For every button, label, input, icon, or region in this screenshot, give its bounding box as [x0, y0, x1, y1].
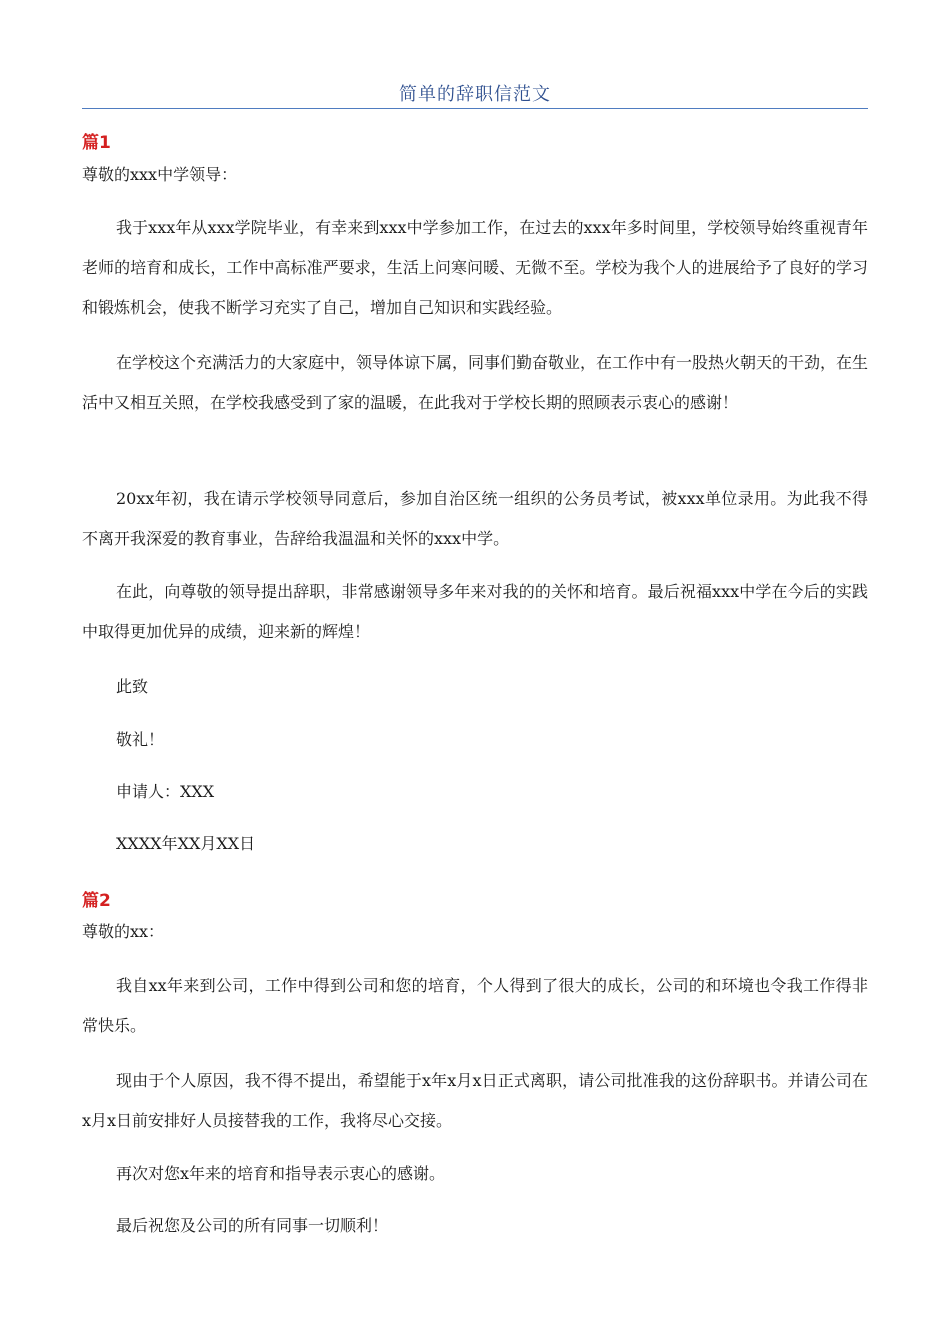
paragraph-2-2: 现由于个人原因，我不得不提出，希望能于x年x月x日正式离职，请公司批准我的这份辞职书。并请公司在x月x日前安排好人员接替我的工作，我将尽心交接。	[82, 1071, 868, 1130]
paragraph-1-1: 我于xxx年从xxx学院毕业，有幸来到xxx中学参加工作，在过去的xxx年多时间里，学校领导始终重视青年老师的培育和成长，工作中高标准严要求，生活上问寒问暖、无微不至。学校为我个人的进展给予了良好的学习和锻炼机会，使我不断学习充实了自己，增加自己知识和实践经验。	[82, 218, 868, 317]
document-title: 简单的辞职信范文	[399, 84, 551, 105]
salutation-2: 尊敬的xx：	[82, 922, 165, 941]
section-heading-2: 篇2	[82, 891, 111, 911]
section-heading-1: 篇1	[82, 133, 111, 153]
paragraph-1-4: 在此，向尊敬的领导提出辞职，非常感谢领导多年来对我的的关怀和培育。最后祝福xxx中学在今后的实践中取得更加优异的成绩，迎来新的辉煌！	[82, 582, 868, 641]
title-divider	[82, 108, 868, 109]
paragraph-1-3: 20xx年初，我在请示学校领导同意后，参加自治区统一组织的公务员考试，被xxx单位录用。为此我不得不离开我深爱的教育事业，告辞给我温温和关怀的xxx中学。	[82, 489, 868, 548]
paragraph-2-1: 我自xx年来到公司，工作中得到公司和您的培育，个人得到了很大的成长，公司的和环境也令我工作得非常快乐。	[82, 976, 868, 1035]
date-line: XXXX年XX月XX日	[116, 834, 256, 853]
closing-line-1: 此致	[116, 677, 149, 696]
paragraph-1-2: 在学校这个充满活力的大家庭中，领导体谅下属，同事们勤奋敬业，在工作中有一股热火朝天的干劲，在生活中又相互关照，在学校我感受到了家的温暖，在此我对于学校长期的照顾表示衷心的感谢！	[82, 353, 869, 412]
paragraph-2-3: 再次对您x年来的培育和指导表示衷心的感谢。	[116, 1164, 446, 1183]
closing-line-2: 敬礼！	[116, 730, 165, 749]
salutation-1: 尊敬的xxx中学领导：	[82, 165, 238, 184]
paragraph-2-4: 最后祝您及公司的所有同事一切顺利！	[116, 1216, 389, 1235]
applicant-line: 申请人：XXX	[116, 782, 215, 801]
